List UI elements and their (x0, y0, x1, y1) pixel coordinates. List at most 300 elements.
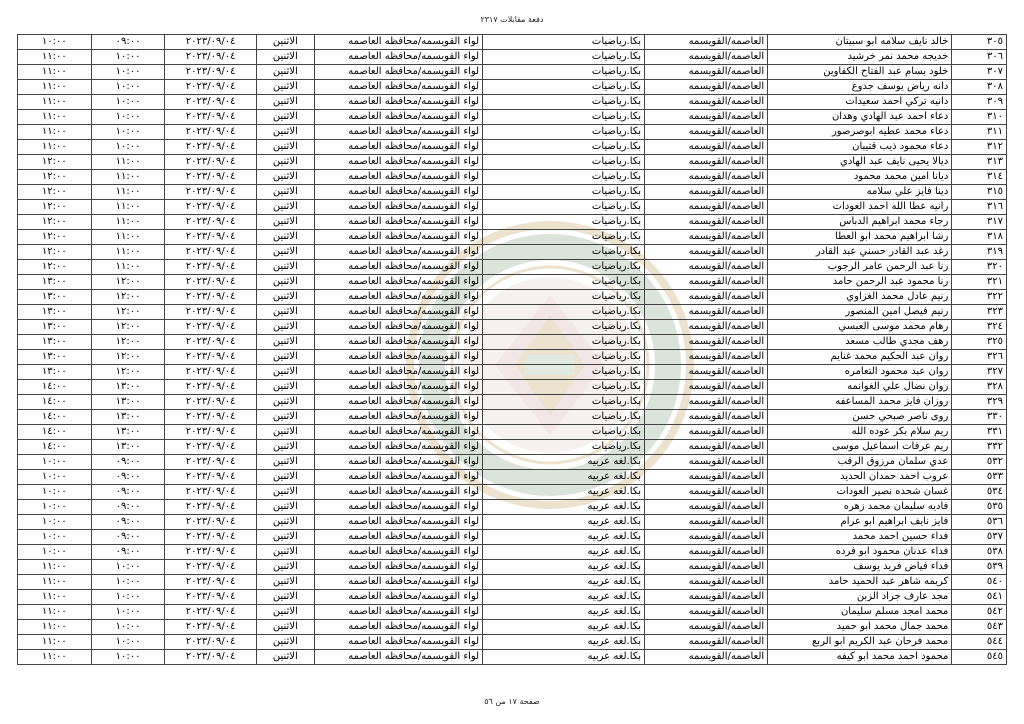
cell-day: الاثنين (256, 95, 314, 110)
cell-time-to: ١٠:٠٠ (18, 530, 92, 545)
cell-time-to: ١٣:٠٠ (18, 350, 92, 365)
cell-name: رجاء محمد ابراهيم الدباس (768, 215, 952, 230)
cell-time-from: ٠٩:٠٠ (91, 515, 165, 530)
cell-date: ٢٠٢٣/٠٩/٠٤ (165, 230, 257, 245)
cell-name: ريم عرفات اسماعيل موسى (768, 440, 952, 455)
cell-date: ٢٠٢٣/٠٩/٠٤ (165, 275, 257, 290)
cell-number: ٥٣٧ (952, 530, 1007, 545)
cell-location: لواء القويسمه/محافظه العاصمه (314, 470, 482, 485)
cell-city: العاصمه/القويسمه (645, 185, 768, 200)
cell-location: لواء القويسمه/محافظه العاصمه (314, 425, 482, 440)
cell-city: العاصمه/القويسمه (645, 140, 768, 155)
table-row (18, 560, 1007, 575)
cell-location: لواء القويسمه/محافظه العاصمه (314, 260, 482, 275)
cell-time-from: ١٠:٠٠ (91, 560, 165, 575)
table-row (18, 290, 1007, 305)
table-row (18, 80, 1007, 95)
cell-specialty: بكا.رياضيات (483, 230, 645, 245)
cell-day: الاثنين (256, 200, 314, 215)
cell-time-from: ١٠:٠٠ (91, 635, 165, 650)
cell-time-to: ١١:٠٠ (18, 65, 92, 80)
cell-name: فايز نايف ابراهيم ابو عرام (768, 515, 952, 530)
cell-number: ٣٣٢ (952, 440, 1007, 455)
cell-name: دينا فايز علي سلامه (768, 185, 952, 200)
cell-location: لواء القويسمه/محافظه العاصمه (314, 125, 482, 140)
cell-city: العاصمه/القويسمه (645, 530, 768, 545)
cell-time-to: ١١:٠٠ (18, 590, 92, 605)
cell-time-from: ١٣:٠٠ (91, 395, 165, 410)
cell-date: ٢٠٢٣/٠٩/٠٤ (165, 410, 257, 425)
cell-number: ٣١٧ (952, 215, 1007, 230)
table-row (18, 500, 1007, 515)
cell-time-to: ١٠:٠٠ (18, 515, 92, 530)
cell-number: ٣٠٩ (952, 95, 1007, 110)
cell-date: ٢٠٢٣/٠٩/٠٤ (165, 650, 257, 665)
cell-city: العاصمه/القويسمه (645, 650, 768, 665)
table-row (18, 380, 1007, 395)
table-row (18, 365, 1007, 380)
cell-name: دانيه تركي احمد سعيدات (768, 95, 952, 110)
cell-date: ٢٠٢٣/٠٩/٠٤ (165, 590, 257, 605)
cell-time-to: ١٤:٠٠ (18, 395, 92, 410)
table-row (18, 245, 1007, 260)
cell-time-from: ١١:٠٠ (91, 260, 165, 275)
cell-time-from: ١٠:٠٠ (91, 650, 165, 665)
cell-time-to: ١٤:٠٠ (18, 425, 92, 440)
cell-city: العاصمه/القويسمه (645, 230, 768, 245)
cell-specialty: بكا.رياضيات (483, 35, 645, 50)
cell-city: العاصمه/القويسمه (645, 545, 768, 560)
cell-time-from: ١١:٠٠ (91, 245, 165, 260)
cell-number: ٣٠٦ (952, 50, 1007, 65)
cell-name: رنيم فيصل امين المنصور (768, 305, 952, 320)
cell-time-to: ١١:٠٠ (18, 95, 92, 110)
table-row (18, 335, 1007, 350)
cell-day: الاثنين (256, 350, 314, 365)
cell-date: ٢٠٢٣/٠٩/٠٤ (165, 140, 257, 155)
cell-date: ٢٠٢٣/٠٩/٠٤ (165, 635, 257, 650)
cell-specialty: بكا.رياضيات (483, 365, 645, 380)
cell-date: ٢٠٢٣/٠٩/٠٤ (165, 515, 257, 530)
cell-city: العاصمه/القويسمه (645, 35, 768, 50)
table-row (18, 185, 1007, 200)
page-footer: صفحة ١٧ من ٥٦ (484, 697, 540, 706)
cell-day: الاثنين (256, 50, 314, 65)
cell-specialty: بكا.رياضيات (483, 380, 645, 395)
cell-day: الاثنين (256, 320, 314, 335)
cell-date: ٢٠٢٣/٠٩/٠٤ (165, 170, 257, 185)
cell-name: رهام محمد موسى العبسي (768, 320, 952, 335)
cell-day: الاثنين (256, 125, 314, 140)
cell-name: رنا محمود عبد الرحمن حامد (768, 275, 952, 290)
cell-specialty: بكا.رياضيات (483, 185, 645, 200)
cell-specialty: بكا.لغه عربيه (483, 530, 645, 545)
cell-specialty: بكا.لغه عربيه (483, 455, 645, 470)
cell-specialty: بكا.لغه عربيه (483, 590, 645, 605)
cell-date: ٢٠٢٣/٠٩/٠٤ (165, 110, 257, 125)
cell-specialty: بكا.رياضيات (483, 395, 645, 410)
cell-time-to: ١٢:٠٠ (18, 185, 92, 200)
cell-specialty: بكا.رياضيات (483, 95, 645, 110)
cell-specialty: بكا.لغه عربيه (483, 635, 645, 650)
table-row (18, 395, 1007, 410)
cell-location: لواء القويسمه/محافظه العاصمه (314, 500, 482, 515)
cell-location: لواء القويسمه/محافظه العاصمه (314, 230, 482, 245)
cell-name: خديجه محمد نمر خرشيد (768, 50, 952, 65)
cell-time-from: ١١:٠٠ (91, 185, 165, 200)
cell-date: ٢٠٢٣/٠٩/٠٤ (165, 440, 257, 455)
cell-location: لواء القويسمه/محافظه العاصمه (314, 290, 482, 305)
cell-number: ٣٢١ (952, 275, 1007, 290)
cell-specialty: بكا.رياضيات (483, 350, 645, 365)
cell-number: ٥٤٢ (952, 605, 1007, 620)
interview-schedule-table (17, 34, 1007, 665)
cell-time-to: ١٢:٠٠ (18, 215, 92, 230)
cell-day: الاثنين (256, 515, 314, 530)
cell-name: روى ناصر صبحي حسن (768, 410, 952, 425)
cell-name: دعاء محمد عطيه ابوصرصور (768, 125, 952, 140)
cell-time-from: ١١:٠٠ (91, 215, 165, 230)
cell-day: الاثنين (256, 620, 314, 635)
cell-specialty: بكا.لغه عربيه (483, 620, 645, 635)
cell-time-to: ١١:٠٠ (18, 605, 92, 620)
cell-date: ٢٠٢٣/٠٩/٠٤ (165, 500, 257, 515)
cell-city: العاصمه/القويسمه (645, 350, 768, 365)
table-row (18, 635, 1007, 650)
cell-date: ٢٠٢٣/٠٩/٠٤ (165, 470, 257, 485)
cell-time-to: ١١:٠٠ (18, 80, 92, 95)
cell-time-to: ١٠:٠٠ (18, 485, 92, 500)
cell-number: ٣١٦ (952, 200, 1007, 215)
cell-date: ٢٠٢٣/٠٩/٠٤ (165, 455, 257, 470)
cell-date: ٢٠٢٣/٠٩/٠٤ (165, 95, 257, 110)
cell-location: لواء القويسمه/محافظه العاصمه (314, 530, 482, 545)
table-row (18, 320, 1007, 335)
cell-name: روزان فايز محمد المساعفه (768, 395, 952, 410)
cell-day: الاثنين (256, 440, 314, 455)
cell-number: ٣١١ (952, 125, 1007, 140)
cell-name: دانه رياض يوسف جدوع (768, 80, 952, 95)
cell-number: ٣٠٨ (952, 80, 1007, 95)
cell-specialty: بكا.رياضيات (483, 155, 645, 170)
cell-day: الاثنين (256, 500, 314, 515)
cell-time-from: ٠٩:٠٠ (91, 470, 165, 485)
cell-day: الاثنين (256, 455, 314, 470)
cell-name: فداء حسين احمد محمد (768, 530, 952, 545)
cell-specialty: بكا.رياضيات (483, 80, 645, 95)
cell-number: ٥٣٤ (952, 485, 1007, 500)
cell-city: العاصمه/القويسمه (645, 50, 768, 65)
cell-specialty: بكا.رياضيات (483, 260, 645, 275)
table-row (18, 350, 1007, 365)
cell-time-to: ١٤:٠٠ (18, 410, 92, 425)
cell-time-from: ١٠:٠٠ (91, 590, 165, 605)
cell-city: العاصمه/القويسمه (645, 365, 768, 380)
cell-location: لواء القويسمه/محافظه العاصمه (314, 545, 482, 560)
cell-day: الاثنين (256, 170, 314, 185)
cell-location: لواء القويسمه/محافظه العاصمه (314, 515, 482, 530)
cell-date: ٢٠٢٣/٠٩/٠٤ (165, 485, 257, 500)
cell-specialty: بكا.رياضيات (483, 290, 645, 305)
cell-specialty: بكا.لغه عربيه (483, 485, 645, 500)
cell-location: لواء القويسمه/محافظه العاصمه (314, 275, 482, 290)
cell-time-to: ١١:٠٠ (18, 650, 92, 665)
cell-location: لواء القويسمه/محافظه العاصمه (314, 305, 482, 320)
cell-location: لواء القويسمه/محافظه العاصمه (314, 650, 482, 665)
cell-location: لواء القويسمه/محافظه العاصمه (314, 365, 482, 380)
cell-time-from: ١٢:٠٠ (91, 275, 165, 290)
cell-time-to: ١٠:٠٠ (18, 470, 92, 485)
cell-location: لواء القويسمه/محافظه العاصمه (314, 200, 482, 215)
cell-date: ٢٠٢٣/٠٩/٠٤ (165, 530, 257, 545)
cell-time-to: ١٠:٠٠ (18, 35, 92, 50)
cell-time-from: ١٠:٠٠ (91, 50, 165, 65)
cell-number: ٣٢٥ (952, 335, 1007, 350)
cell-time-from: ١٠:٠٠ (91, 140, 165, 155)
table-row (18, 605, 1007, 620)
cell-time-from: ١٠:٠٠ (91, 575, 165, 590)
cell-location: لواء القويسمه/محافظه العاصمه (314, 440, 482, 455)
cell-name: عروب احمد حمدان الحديد (768, 470, 952, 485)
cell-city: العاصمه/القويسمه (645, 515, 768, 530)
cell-name: فداء فياض فريد يوسف (768, 560, 952, 575)
cell-time-from: ١١:٠٠ (91, 200, 165, 215)
cell-date: ٢٠٢٣/٠٩/٠٤ (165, 380, 257, 395)
cell-day: الاثنين (256, 365, 314, 380)
cell-name: محمود احمد محمد ابو كيفه (768, 650, 952, 665)
cell-time-to: ١٢:٠٠ (18, 260, 92, 275)
cell-city: العاصمه/القويسمه (645, 290, 768, 305)
cell-city: العاصمه/القويسمه (645, 320, 768, 335)
cell-city: العاصمه/القويسمه (645, 260, 768, 275)
cell-specialty: بكا.رياضيات (483, 320, 645, 335)
cell-location: لواء القويسمه/محافظه العاصمه (314, 560, 482, 575)
cell-number: ٣٢٦ (952, 350, 1007, 365)
cell-time-from: ١١:٠٠ (91, 155, 165, 170)
cell-date: ٢٠٢٣/٠٩/٠٤ (165, 365, 257, 380)
table-row (18, 260, 1007, 275)
cell-number: ٣٢٩ (952, 395, 1007, 410)
cell-time-to: ١٣:٠٠ (18, 335, 92, 350)
cell-number: ٣٠٧ (952, 65, 1007, 80)
cell-specialty: بكا.لغه عربيه (483, 515, 645, 530)
cell-day: الاثنين (256, 545, 314, 560)
cell-location: لواء القويسمه/محافظه العاصمه (314, 605, 482, 620)
cell-day: الاثنين (256, 110, 314, 125)
cell-city: العاصمه/القويسمه (645, 575, 768, 590)
cell-name: دعاء احمد عبد الهادي وهدان (768, 110, 952, 125)
table-row (18, 275, 1007, 290)
cell-time-from: ٠٩:٠٠ (91, 455, 165, 470)
cell-city: العاصمه/القويسمه (645, 110, 768, 125)
cell-day: الاثنين (256, 335, 314, 350)
cell-city: العاصمه/القويسمه (645, 170, 768, 185)
cell-specialty: بكا.رياضيات (483, 125, 645, 140)
cell-date: ٢٠٢٣/٠٩/٠٤ (165, 320, 257, 335)
cell-specialty: بكا.رياضيات (483, 275, 645, 290)
cell-city: العاصمه/القويسمه (645, 200, 768, 215)
cell-city: العاصمه/القويسمه (645, 80, 768, 95)
cell-number: ٣٠٥ (952, 35, 1007, 50)
cell-location: لواء القويسمه/محافظه العاصمه (314, 350, 482, 365)
cell-time-from: ١٢:٠٠ (91, 335, 165, 350)
cell-specialty: بكا.لغه عربيه (483, 650, 645, 665)
cell-number: ٥٣٦ (952, 515, 1007, 530)
cell-day: الاثنين (256, 305, 314, 320)
cell-location: لواء القويسمه/محافظه العاصمه (314, 410, 482, 425)
cell-date: ٢٠٢٣/٠٩/٠٤ (165, 605, 257, 620)
cell-name: روان نضال علي الغوانمه (768, 380, 952, 395)
table-row (18, 50, 1007, 65)
cell-city: العاصمه/القويسمه (645, 155, 768, 170)
cell-number: ٣٢٠ (952, 260, 1007, 275)
cell-name: محمد فرحان عبد الكريم ابو الربع (768, 635, 952, 650)
cell-number: ٥٣٨ (952, 545, 1007, 560)
cell-name: عدي سلمان مرزوق الرقب (768, 455, 952, 470)
cell-number: ٣١٩ (952, 245, 1007, 260)
table-row (18, 140, 1007, 155)
cell-number: ٥٤٥ (952, 650, 1007, 665)
cell-day: الاثنين (256, 380, 314, 395)
cell-specialty: بكا.لغه عربيه (483, 470, 645, 485)
cell-specialty: بكا.رياضيات (483, 335, 645, 350)
cell-city: العاصمه/القويسمه (645, 590, 768, 605)
cell-city: العاصمه/القويسمه (645, 380, 768, 395)
cell-name: خالد نايف سلامه ابو سبيتان (768, 35, 952, 50)
cell-location: لواء القويسمه/محافظه العاصمه (314, 395, 482, 410)
cell-name: دعاء محمود ذيب قتيبان (768, 140, 952, 155)
cell-time-to: ١١:٠٠ (18, 125, 92, 140)
cell-location: لواء القويسمه/محافظه العاصمه (314, 170, 482, 185)
cell-day: الاثنين (256, 65, 314, 80)
cell-specialty: بكا.رياضيات (483, 305, 645, 320)
cell-day: الاثنين (256, 35, 314, 50)
cell-location: لواء القويسمه/محافظه العاصمه (314, 455, 482, 470)
cell-city: العاصمه/القويسمه (645, 65, 768, 80)
cell-day: الاثنين (256, 80, 314, 95)
cell-time-to: ١٢:٠٠ (18, 155, 92, 170)
cell-day: الاثنين (256, 290, 314, 305)
table-row (18, 455, 1007, 470)
table-row (18, 590, 1007, 605)
cell-name: رنيم عادل محمد الغزاوي (768, 290, 952, 305)
cell-time-from: ١٣:٠٠ (91, 440, 165, 455)
cell-day: الاثنين (256, 215, 314, 230)
cell-day: الاثنين (256, 425, 314, 440)
cell-specialty: بكا.لغه عربيه (483, 545, 645, 560)
cell-time-from: ٠٩:٠٠ (91, 530, 165, 545)
cell-number: ٥٣٩ (952, 560, 1007, 575)
cell-name: ديانا امين محمد محمود (768, 170, 952, 185)
page-header: دفعة مقابلات ٢٣١٧ (480, 15, 544, 24)
cell-city: العاصمه/القويسمه (645, 215, 768, 230)
cell-location: لواء القويسمه/محافظه العاصمه (314, 35, 482, 50)
cell-number: ٥٤٣ (952, 620, 1007, 635)
table-row (18, 125, 1007, 140)
cell-specialty: بكا.رياضيات (483, 50, 645, 65)
cell-name: روان عبد الحكيم محمد غنايم (768, 350, 952, 365)
cell-time-from: ١٢:٠٠ (91, 365, 165, 380)
cell-date: ٢٠٢٣/٠٩/٠٤ (165, 185, 257, 200)
cell-specialty: بكا.رياضيات (483, 110, 645, 125)
cell-number: ٣١٢ (952, 140, 1007, 155)
cell-day: الاثنين (256, 635, 314, 650)
cell-time-to: ١٤:٠٠ (18, 380, 92, 395)
cell-number: ٣١٠ (952, 110, 1007, 125)
cell-day: الاثنين (256, 470, 314, 485)
cell-name: فاديه سليمان محمد زهره (768, 500, 952, 515)
cell-name: محمد امجد مسلم سليمان (768, 605, 952, 620)
cell-time-to: ١٢:٠٠ (18, 200, 92, 215)
cell-time-to: ١٠:٠٠ (18, 545, 92, 560)
cell-date: ٢٠٢٣/٠٩/٠٤ (165, 335, 257, 350)
cell-day: الاثنين (256, 275, 314, 290)
cell-date: ٢٠٢٣/٠٩/٠٤ (165, 545, 257, 560)
cell-city: العاصمه/القويسمه (645, 275, 768, 290)
cell-date: ٢٠٢٣/٠٩/٠٤ (165, 575, 257, 590)
cell-day: الاثنين (256, 155, 314, 170)
cell-time-to: ١١:٠٠ (18, 110, 92, 125)
cell-time-from: ١١:٠٠ (91, 230, 165, 245)
cell-city: العاصمه/القويسمه (645, 500, 768, 515)
cell-number: ٣٢٣ (952, 305, 1007, 320)
table-row (18, 575, 1007, 590)
cell-time-to: ١٤:٠٠ (18, 440, 92, 455)
cell-day: الاثنين (256, 650, 314, 665)
cell-time-from: ١٣:٠٠ (91, 380, 165, 395)
table-row (18, 545, 1007, 560)
table-row (18, 230, 1007, 245)
cell-day: الاثنين (256, 560, 314, 575)
cell-location: لواء القويسمه/محافظه العاصمه (314, 65, 482, 80)
cell-time-to: ١١:٠٠ (18, 50, 92, 65)
cell-date: ٢٠٢٣/٠٩/٠٤ (165, 155, 257, 170)
cell-name: خلود بسام عبد الفتاح الكفاوين (768, 65, 952, 80)
cell-specialty: بكا.رياضيات (483, 410, 645, 425)
cell-number: ٥٤٠ (952, 575, 1007, 590)
cell-number: ٣١٥ (952, 185, 1007, 200)
cell-city: العاصمه/القويسمه (645, 455, 768, 470)
cell-specialty: بكا.لغه عربيه (483, 560, 645, 575)
table-row (18, 620, 1007, 635)
cell-time-from: ١٠:٠٠ (91, 110, 165, 125)
cell-name: فداء عدنان محمود ابو فرده (768, 545, 952, 560)
cell-day: الاثنين (256, 410, 314, 425)
table-row (18, 425, 1007, 440)
cell-time-from: ١٠:٠٠ (91, 605, 165, 620)
cell-location: لواء القويسمه/محافظه العاصمه (314, 320, 482, 335)
cell-number: ٣٢٨ (952, 380, 1007, 395)
cell-location: لواء القويسمه/محافظه العاصمه (314, 95, 482, 110)
cell-time-to: ١٣:٠٠ (18, 275, 92, 290)
cell-time-from: ١٠:٠٠ (91, 65, 165, 80)
cell-time-to: ١٢:٠٠ (18, 230, 92, 245)
cell-time-to: ١١:٠٠ (18, 140, 92, 155)
table-row (18, 155, 1007, 170)
cell-date: ٢٠٢٣/٠٩/٠٤ (165, 395, 257, 410)
cell-number: ٥٤١ (952, 590, 1007, 605)
cell-location: لواء القويسمه/محافظه العاصمه (314, 485, 482, 500)
table-row (18, 170, 1007, 185)
cell-location: لواء القويسمه/محافظه العاصمه (314, 620, 482, 635)
cell-day: الاثنين (256, 230, 314, 245)
cell-time-from: ١٣:٠٠ (91, 410, 165, 425)
table-row (18, 110, 1007, 125)
cell-location: لواء القويسمه/محافظه العاصمه (314, 185, 482, 200)
cell-number: ٥٤٤ (952, 635, 1007, 650)
cell-number: ٥٣٣ (952, 470, 1007, 485)
cell-date: ٢٠٢٣/٠٩/٠٤ (165, 260, 257, 275)
